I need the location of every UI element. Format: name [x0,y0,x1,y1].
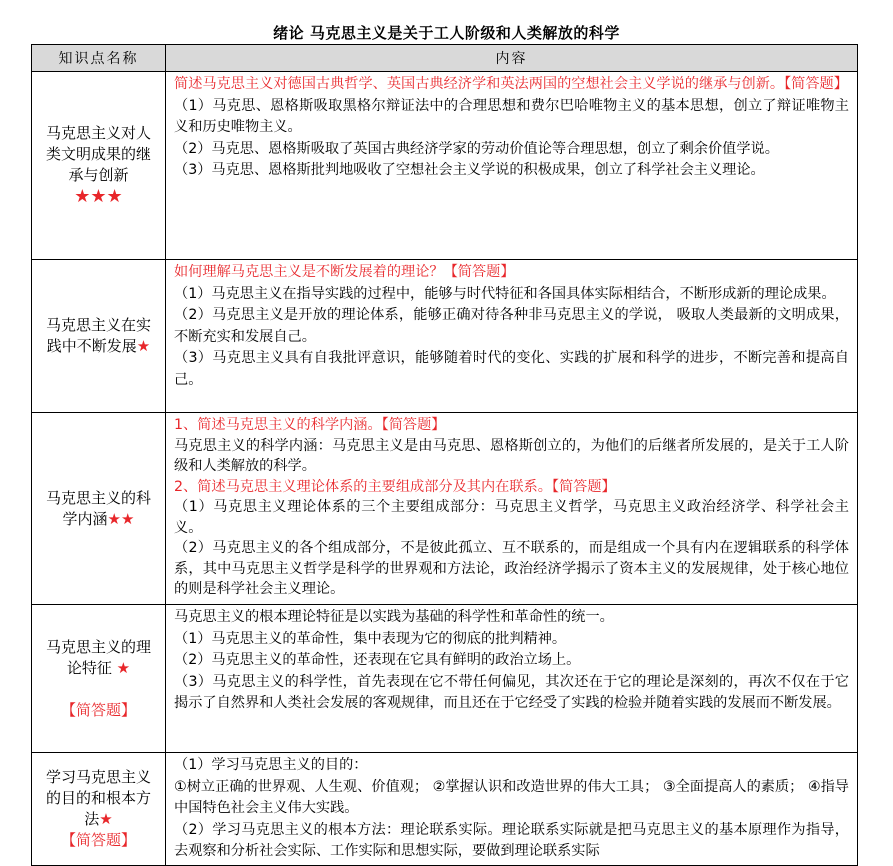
answer-line: （3）马克思主义具有自我批评意识，能够随着时代的变化、实践的扩展和科学的进步，不断完善和提高自己。 [174,350,849,388]
answer-line: （1）马克思主义的革命性，集中表现为它的彻底的批判精神。 [174,630,567,647]
point-content [166,72,858,260]
point-content [166,413,858,605]
importance-stars: ★★ [107,509,135,528]
question-line: 如何理解马克思主义是不断发展着的理论？【简答题】 [174,264,515,280]
answer-line: （1）马克思、恩格斯吸取黑格尔辩证法中的合理思想和费尔巴哈唯物主义的基本思想，创立了辩证唯物主义和历史唯物主义。 [174,97,849,135]
answer-line: （1）马克思主义理论体系的三个主要组成部分：马克思主义哲学，马克思主义政治经济学、科学社会主义。 [174,499,849,536]
answer-line: （1）马克思主义在指导实践的过程中，能够与时代特征和各国具体实际相结合，不断形成新的理论成果。 [174,285,836,302]
answer-line: ①树立正确的世界观、人生观、价值观； ②掌握认识和改造世界的伟大工具； ③全面提高人的素质； ④指导中国特色社会主义伟大实践。 [174,778,849,816]
table-row [32,72,858,260]
importance-stars: ★ [136,337,151,355]
knowledge-table [31,44,858,866]
importance-stars: ★★★ [74,186,123,207]
table-row [32,753,858,866]
point-title: 马克思主义的理论特征 [45,637,151,677]
answer-line: （1）学习马克思主义的目的： [174,757,368,773]
answer-line: （2）学习马克思主义的根本方法：理论联系实际。理论联系实际就是把马克思主义的基本原理作为指导，去观察和分析社会实际、工作实际和思想实际，要做到理论联系实际 [174,821,849,859]
table-row [32,260,858,413]
page-title: 绪论 马克思主义是关于工人阶级和人类解放的科学 [273,24,620,42]
question-type-tag: 【简答题】 [60,831,136,849]
knowledge-point-name [32,753,166,866]
point-content [166,753,858,866]
point-title: 学习马克思主义的目的和根本方法 [45,768,151,828]
answer-line: （2）马克思主义的革命性，还表现在它具有鲜明的政治立场上。 [174,652,581,668]
point-content [166,605,858,753]
answer-line: （2）马克思主义的各个组成部分，不是彼此孤立、互不联系的，而是组成一个具有内在逻辑联系的科学体系，其中马克思主义哲学是科学的世界观和方法论，政治经济学揭示了资本主义的发展规律，处于核心地位的则是科学社会主义理论。 [174,540,849,597]
question-type-tag: 【简答题】 [60,700,136,719]
point-title: 马克思主义在实践中不断发展 [45,316,151,355]
question-line: 2、简述马克思主义理论体系的主要组成部分及其内在联系。【简答题】 [174,478,616,495]
answer-line: （2）马克思、恩格斯吸取了英国古典经济学家的劳动价值论等合理思想，创立了剩余价值学说。 [174,140,779,157]
point-content [166,260,858,413]
point-title: 马克思主义的科学内涵 [45,488,151,528]
importance-stars: ★ [99,810,113,828]
knowledge-point-name [32,413,166,605]
question-line: 简述马克思主义对德国古典哲学、英国古典经济学和英法两国的空想社会主义学说的继承与创新。【简答题】 [174,76,848,92]
knowledge-point-name [32,72,166,260]
knowledge-point-name [32,260,166,413]
table-row [32,605,858,753]
table-row [32,413,858,605]
answer-line: 马克思主义的根本理论特征是以实践为基础的科学性和革命性的统一。 [174,609,614,625]
table-header-row [32,45,858,72]
knowledge-point-name [32,605,166,753]
answer-line: （2）马克思主义是开放的理论体系，能够正确对待各种非马克思主义的学说， 吸取人类最新的文明成果，不断充实和发展自己。 [174,307,849,345]
importance-stars: ★ [116,658,131,677]
answer-line: （3）马克思、恩格斯批判地吸收了空想社会主义学说的积极成果，创立了科学社会主义理论。 [174,162,765,178]
answer-line: （3）马克思主义的科学性，首先表现在它不带任何偏见，其次还在于它的理论是深刻的，再次不仅在于它揭示了自然界和人类社会发展的客观规律，而且还在于它经受了实践的检验并随着实践的发展而不断发展。 [174,673,849,711]
answer-line: 马克思主义的科学内涵：马克思主义是由马克思、恩格斯创立的，为他们的后继者所发展的，是关于工人阶级和人类解放的科学。 [174,437,849,474]
header-content: 内容 [166,45,858,72]
point-title: 马克思主义对人类文明成果的继承与创新 [45,124,151,184]
header-name: 知识点名称 [32,45,166,72]
question-line: 1、简述马克思主义的科学内涵。【简答题】 [174,417,446,433]
